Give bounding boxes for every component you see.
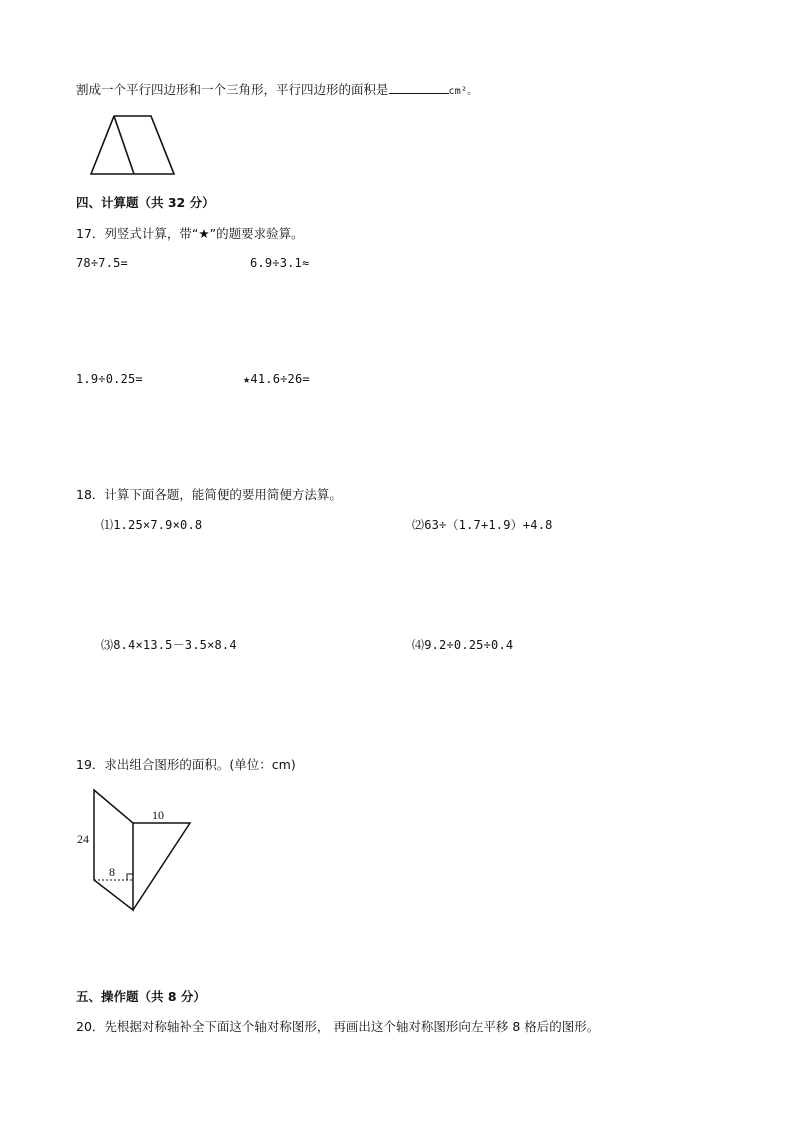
q17-text: 17．列竖式计算，带“★”的题要求验算。 [76,226,304,241]
triangle-part [133,823,190,910]
q18-text: 18．计算下面各题，能简便的要用简便方法算。 [76,487,342,502]
q19-text: 19．求出组合图形的面积。(单位：cm) [76,757,296,772]
q18-item-1: ⑴1.25×7.9×0.8 [101,518,203,532]
q17-item-1: 78÷7.5= [76,256,128,270]
section5-title: 五、操作题（共 8 分） [76,989,206,1004]
section4-title: 四、计算题（共 32 分） [76,195,215,210]
composite-figure [74,786,204,916]
q20-text: 20．先根据对称轴补全下面这个轴对称图形， 再画出这个轴对称图形向左平移 8 格后的图形。 [76,1019,600,1034]
q18-item-4: ⑷9.2÷0.25÷0.4 [412,638,514,652]
q18-item-3: ⑶8.4×13.5－3.5×8.4 [101,638,237,652]
trapezoid-part [94,790,133,910]
q16-unit: cm²。 [448,86,478,97]
split-line [114,116,134,174]
q16-text: 割成一个平行四边形和一个三角形，平行四边形的面积是 [76,82,389,97]
q17-item-2: 6.9÷3.1≈ [250,256,310,270]
q18-item-2: ⑵63÷（1.7+1.9）+4.8 [412,518,553,532]
label-24: 24 [77,832,89,846]
q17-item-3: 1.9÷0.25= [76,372,143,386]
q17-item-4: ★41.6÷26= [243,372,310,386]
answer-blank[interactable] [389,82,449,94]
q16-text-line [76,82,477,100]
right-angle-mark [127,874,133,880]
label-8: 8 [109,865,115,879]
trapezoid-figure [88,114,188,178]
label-10: 10 [152,808,164,822]
trapezoid-outline [91,116,174,174]
